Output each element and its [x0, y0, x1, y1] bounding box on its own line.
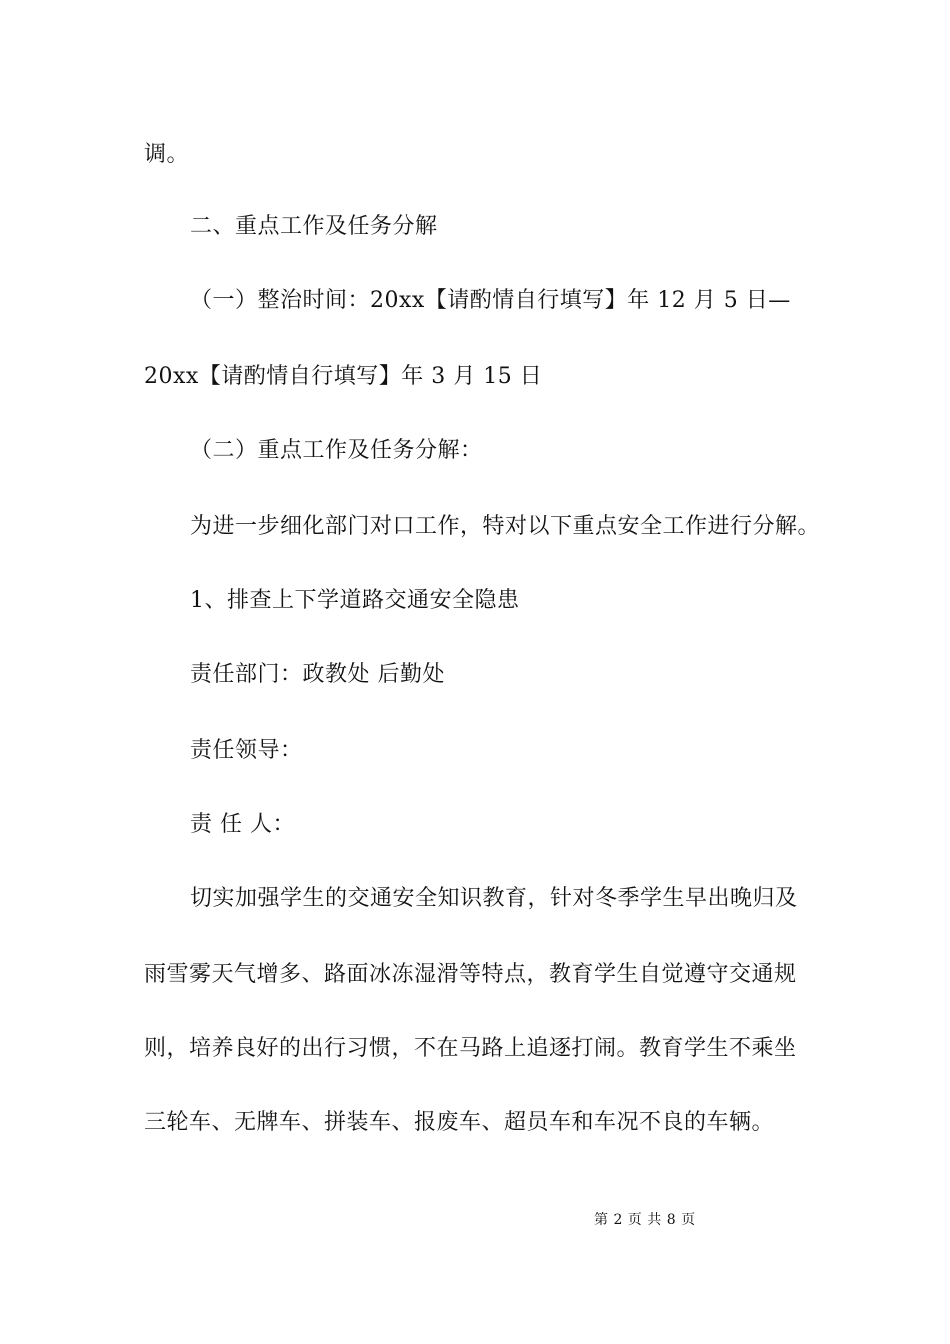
page-number-footer: 第 2 页 共 8 页: [594, 1212, 696, 1228]
text-line: 则，培养良好的出行习惯，不在马路上追逐打闹。教育学生不乘坐: [144, 1036, 797, 1061]
text-line: 为进一步细化部门对口工作，特对以下重点安全工作进行分解。: [190, 514, 821, 539]
text-line: 雨雪雾天气增多、路面冰冻湿滑等特点，教育学生自觉遵守交通规: [144, 962, 797, 987]
text-line: 20xx【请酌情自行填写】年 3 月 15 日: [144, 364, 543, 389]
text-line: 三轮车、无牌车、拼装车、报废车、超员车和车况不良的车辆。: [144, 1110, 775, 1135]
subsection-heading: （二）重点工作及任务分解：: [190, 438, 483, 463]
text-line: 调。: [144, 142, 190, 167]
section-heading: 二、重点工作及任务分解: [190, 214, 438, 239]
responsible-person: 责 任 人：: [190, 812, 295, 837]
responsible-leader: 责任领导：: [190, 738, 303, 763]
text-line: （一）整治时间：20xx【请酌情自行填写】年 12 月 5 日—: [190, 288, 791, 313]
list-item: 1、排查上下学道路交通安全隐患: [190, 588, 520, 613]
responsible-department: 责任部门：政教处 后勤处: [190, 662, 445, 687]
text-line: 切实加强学生的交通安全知识教育，针对冬季学生早出晚归及: [190, 886, 798, 911]
